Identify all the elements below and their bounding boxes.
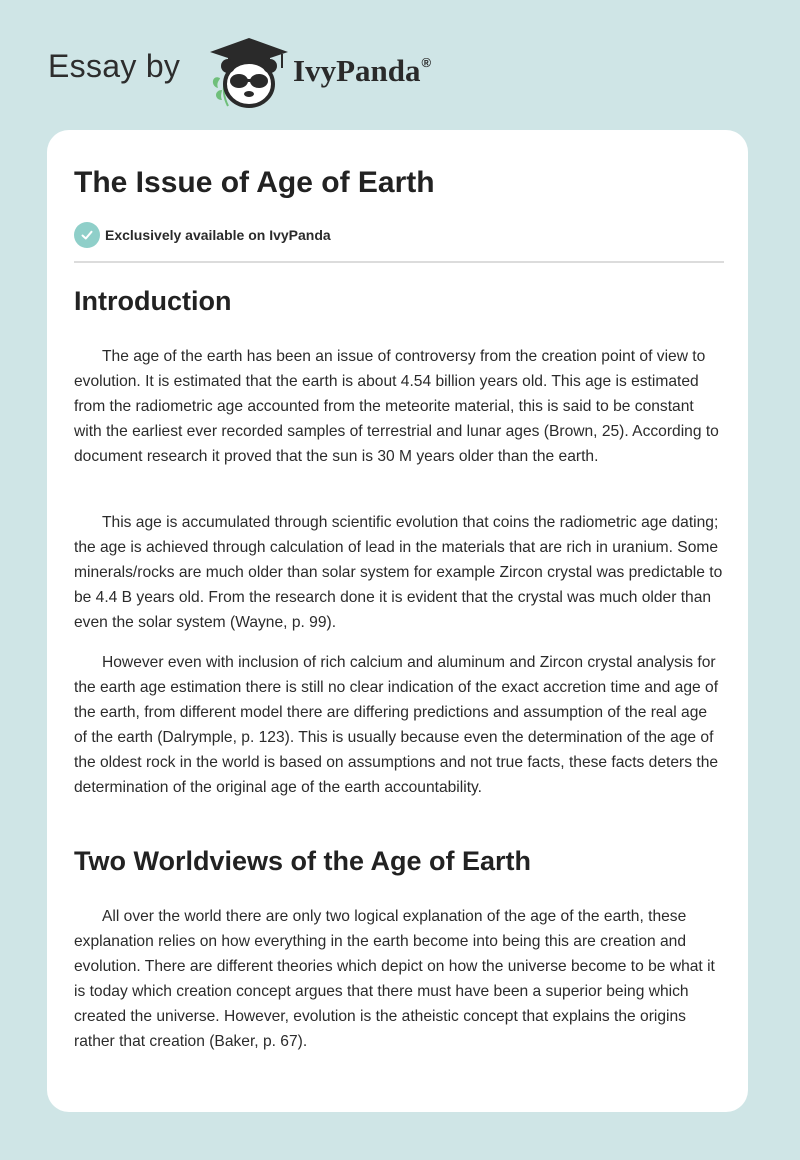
paragraph: All over the world there are only two logical explanation of the age of the earth, these explanation relies on how everything in the earth become into being this are creation and evolution. There are different theories which depict on how the universe become to be what it is today which creation concept argues that there must have been a superior being which created the universe. However, evolution is the atheistic concept that explains the origins rather that creation (Baker, p. 67). — [74, 908, 715, 1050]
check-icon — [74, 222, 100, 248]
ivypanda-logo-icon[interactable] — [204, 34, 294, 110]
brand-header — [48, 34, 548, 114]
registered-mark: ® — [421, 55, 432, 70]
paragraph: This age is accumulated through scientific evolution that coins the radiometric age dating; the age is achieved through calculation of lead in the materials that are rich in uranium. Some minerals/rocks are much older than solar system for example Zircon crystal was predictable to be 4.4 B years old. From the research done it is evident that the crystal was much older than even the solar system (Wayne, p. 99). — [74, 514, 723, 631]
ivypanda-brand-name[interactable] — [293, 53, 431, 89]
brand-name-text: IvyPanda — [293, 53, 421, 88]
article-title: The Issue of Age of Earth — [74, 166, 435, 199]
section-heading-two-worldviews: Two Worldviews of the Age of Earth — [74, 846, 532, 876]
title-divider — [74, 261, 724, 263]
article-card — [47, 130, 748, 1112]
paragraph: However even with inclusion of rich calcium and aluminum and Zircon crystal analysis for the earth age estimation there is still no clear indication of the exact accretion time and age of the earth, from different model there are differing predictions and assumption of the real age of the earth (Dalrymple, p. 123). This is usually because even the determination of the age of the oldest rock in the world is based on assumptions and not true facts, these facts deters the determination of the original age of the earth accountability. — [74, 654, 719, 796]
exclusive-label: Exclusively available on IvyPanda — [105, 227, 331, 243]
exclusive-badge — [74, 222, 331, 248]
essay-by-label: Essay by — [48, 48, 181, 84]
paragraph: The age of the earth has been an issue of controversy from the creation point of view to evolution. It is estimated that the earth is about 4.54 billion years old. This age is estimated from the radiometric age accounted from the meteorite material, this is said to be constant with the earliest ever recorded samples of terrestrial and lunar ages (Brown, 25). According to document research it proved that the sun is 30 M years older than the earth. — [74, 348, 719, 465]
section-heading-introduction: Introduction — [74, 286, 232, 316]
